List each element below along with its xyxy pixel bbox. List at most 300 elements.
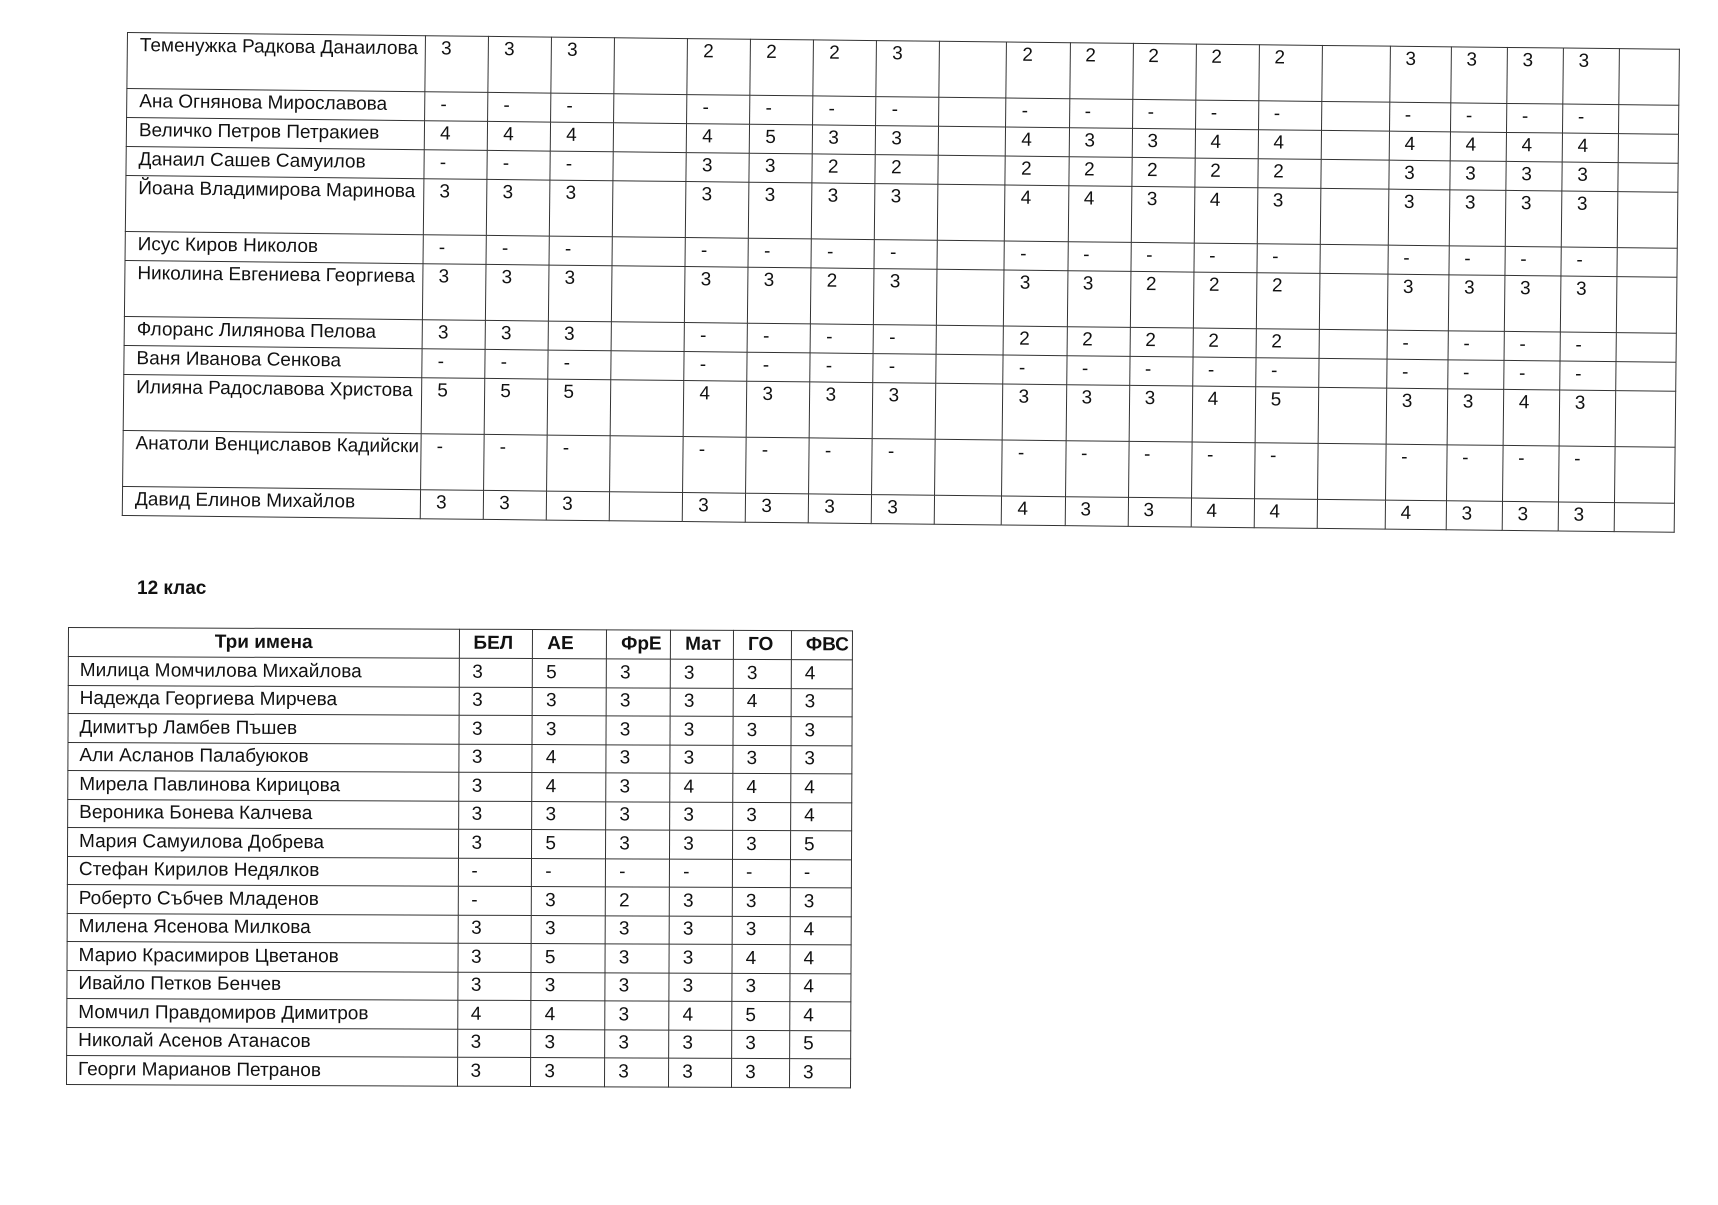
grade-cell: 4 xyxy=(790,1002,851,1031)
grade-cell: 3 xyxy=(732,1058,790,1087)
grade-cell xyxy=(1320,188,1389,245)
grade-cell xyxy=(612,266,686,323)
grade-cell: 4 xyxy=(1068,186,1132,243)
grade-cell: 3 xyxy=(1448,275,1505,332)
grade-cell: - xyxy=(1128,441,1192,498)
grade-cell xyxy=(614,38,688,95)
grade-cell: 3 xyxy=(1131,186,1195,243)
grade-cell: 2 xyxy=(875,155,938,185)
grade-cell: 3 xyxy=(458,801,532,830)
grade-cell: 2 xyxy=(687,39,751,96)
grade-cell: 3 xyxy=(1504,275,1561,332)
grade-cell: 3 xyxy=(488,36,552,93)
grade-cell: - xyxy=(549,236,612,266)
grade-cell: 3 xyxy=(685,267,749,324)
grade-cell xyxy=(938,184,1006,241)
grade-cell: 3 xyxy=(606,716,670,745)
student-name: Георги Марианов Петранов xyxy=(67,1055,458,1085)
table-row xyxy=(68,771,852,803)
grade-cell: 3 xyxy=(812,183,876,240)
grade-cell: 3 xyxy=(457,1057,531,1086)
grade-cell xyxy=(937,269,1005,326)
grade-cell xyxy=(614,94,687,124)
grade-cell: 3 xyxy=(548,321,611,351)
grade-cell: 3 xyxy=(532,915,606,944)
grade-cell: 5 xyxy=(1255,387,1319,444)
grade-cell: 3 xyxy=(605,944,669,973)
grade-cell xyxy=(939,97,1006,127)
grade-cell: 3 xyxy=(532,887,606,916)
grade-cell: 3 xyxy=(531,1058,605,1087)
grade-cell: 3 xyxy=(1003,384,1067,441)
grade-cell: - xyxy=(750,95,813,125)
grade-cell: 3 xyxy=(606,830,670,859)
grade-cell: 2 xyxy=(605,887,669,916)
grade-cell: 3 xyxy=(1386,388,1448,445)
grade-cell: 3 xyxy=(546,491,609,521)
grade-cell: - xyxy=(1258,101,1321,131)
grade-cell: - xyxy=(1446,445,1503,502)
table-row xyxy=(67,998,851,1030)
grade-cell: 5 xyxy=(790,1030,851,1059)
student-name: Флоранс Лилянова Пелова xyxy=(124,316,422,348)
grade-cell xyxy=(613,152,686,182)
grade-cell: 3 xyxy=(1389,46,1451,103)
grade-cell: 3 xyxy=(422,320,485,350)
grade-cell: 3 xyxy=(531,972,605,1001)
grade-cell: - xyxy=(1003,355,1066,385)
table-row xyxy=(68,714,852,746)
student-name: Йоана Владимирова Маринова xyxy=(125,175,424,234)
grade-cell: 3 xyxy=(1067,271,1131,328)
grade-cell: 4 xyxy=(531,1001,605,1030)
grade-cell: - xyxy=(1002,440,1066,497)
grade-cell xyxy=(937,325,1004,355)
grade-cell xyxy=(610,380,684,437)
grade-cell: 2 xyxy=(750,39,814,96)
grade-cell: 3 xyxy=(1561,191,1618,248)
grade-cell: 3 xyxy=(1004,270,1068,327)
grade-cell: 3 xyxy=(733,716,791,745)
grade-cell: 3 xyxy=(532,716,606,745)
student-name: Мария Самуилова Добрева xyxy=(68,828,459,858)
grade-cell: 3 xyxy=(747,381,811,438)
table-row xyxy=(68,657,852,689)
grade-cell: - xyxy=(550,151,613,181)
grade-cell: 2 xyxy=(1257,159,1320,189)
grade-cell: 4 xyxy=(1389,131,1450,161)
grade-cell: 3 xyxy=(1502,501,1558,531)
grade-cell: 3 xyxy=(605,1058,669,1087)
table-row xyxy=(67,1055,851,1087)
grade-cell: 3 xyxy=(669,887,732,916)
grade-cell: 3 xyxy=(459,687,533,716)
grade-cell: 3 xyxy=(458,744,532,773)
grade-cell: - xyxy=(1503,360,1559,390)
student-name: Величко Петров Петракиев xyxy=(126,118,424,150)
grade-cell xyxy=(1618,134,1679,164)
grade-cell: - xyxy=(746,437,810,494)
grade-cell: - xyxy=(1067,242,1130,272)
grade-cell: - xyxy=(684,352,747,382)
grade-cell xyxy=(1321,159,1389,189)
grade-cell: 3 xyxy=(874,269,938,326)
grade-cell: 5 xyxy=(547,379,611,436)
grade-cell: - xyxy=(748,238,811,268)
grade-cell: 5 xyxy=(750,124,813,154)
grade-cell: 3 xyxy=(1069,128,1132,158)
grade-cell: - xyxy=(1561,247,1617,277)
grade-cell: 4 xyxy=(532,744,606,773)
grade-cell: 4 xyxy=(683,381,747,438)
grade-cell: 3 xyxy=(606,659,670,688)
table-row xyxy=(67,941,851,973)
grade-cell xyxy=(935,495,1002,525)
grade-cell: 2 xyxy=(1131,157,1194,187)
grade-cell: 3 xyxy=(549,265,613,322)
grade-cell: - xyxy=(873,354,936,384)
grade-cell: 2 xyxy=(1193,328,1256,358)
grade-cell: 3 xyxy=(457,1029,531,1058)
grade-cell: - xyxy=(1506,103,1562,133)
grade-cell xyxy=(613,181,687,238)
grade-cell xyxy=(612,237,685,267)
grade-cell: 3 xyxy=(748,267,812,324)
grade-cell xyxy=(1614,503,1675,533)
grade-cell: 3 xyxy=(1389,160,1450,190)
grade-cell: 3 xyxy=(670,688,733,717)
grade-cell: - xyxy=(1389,102,1450,132)
grade-cell: 3 xyxy=(1257,188,1321,245)
grade-cell xyxy=(1317,443,1386,500)
grade-cell: 3 xyxy=(1558,502,1614,532)
grade-cell: - xyxy=(425,92,488,122)
table-row xyxy=(68,685,852,717)
grade-cell: 2 xyxy=(1130,271,1194,328)
grade-cell: 3 xyxy=(791,717,852,746)
grade-cell xyxy=(1616,362,1677,392)
grade-cell: 4 xyxy=(1450,132,1506,162)
student-name: Димитър Ламбев Пъшев xyxy=(68,714,459,744)
grade-cell: 3 xyxy=(1129,385,1193,442)
student-name: Надежда Георгиева Мирчева xyxy=(68,685,459,715)
grade-cell: 4 xyxy=(791,660,852,689)
grade-cell: 2 xyxy=(1195,44,1259,101)
student-name: Илияна Радославова Христова xyxy=(123,374,422,433)
header-subject: АЕ xyxy=(533,630,607,659)
class-heading: 12 клас xyxy=(137,578,207,599)
grade-cell: 3 xyxy=(1450,161,1506,191)
student-name: Мирела Павлинова Кирицова xyxy=(68,771,459,801)
grade-cell: - xyxy=(1505,246,1561,276)
table-row xyxy=(67,856,851,888)
grade-cell: - xyxy=(1386,359,1447,389)
grade-cell: 3 xyxy=(1505,190,1562,247)
grade-cell: 3 xyxy=(1388,189,1450,246)
grade-cell: - xyxy=(487,150,550,180)
grade-cell: 2 xyxy=(1193,272,1257,329)
grade-cell: - xyxy=(810,324,873,354)
grade-cell: 3 xyxy=(789,1059,850,1088)
grade-cell: 4 xyxy=(790,945,851,974)
grade-cell: - xyxy=(1131,242,1194,272)
grade-cell: 3 xyxy=(1559,390,1616,447)
grade-cell: - xyxy=(606,858,670,887)
grade-cell: - xyxy=(790,859,851,888)
header-subject: ФрЕ xyxy=(607,630,671,659)
grade-cell: 2 xyxy=(1068,157,1131,187)
grade-cell: 3 xyxy=(605,972,669,1001)
header-subject: ФВС xyxy=(791,631,852,660)
grade-cell: 3 xyxy=(420,490,483,520)
grade-cell: 3 xyxy=(749,153,812,183)
grade-cell: - xyxy=(551,93,614,123)
grade-cell: 4 xyxy=(487,121,550,151)
student-name: Николай Асенов Атанасов xyxy=(67,1027,458,1057)
grade-cell: 3 xyxy=(1128,497,1191,527)
grade-cell: 3 xyxy=(605,915,669,944)
table-row xyxy=(67,884,851,916)
grade-cell: - xyxy=(1194,243,1257,273)
grade-cell: 3 xyxy=(425,36,489,93)
grade-cell: 3 xyxy=(875,184,939,241)
grade-cell: 3 xyxy=(670,830,733,859)
grade-cell xyxy=(1616,333,1677,363)
grade-cell: 4 xyxy=(791,774,852,803)
grade-cell: 3 xyxy=(669,1058,732,1087)
student-name: Роберто Събчев Младенов xyxy=(67,884,458,914)
grade-cell: - xyxy=(1254,443,1318,500)
grade-cell: 4 xyxy=(733,688,791,717)
grade-cell: 3 xyxy=(876,41,940,98)
grade-cell: 3 xyxy=(1560,276,1617,333)
grade-cell: - xyxy=(670,859,733,888)
grade-cell: - xyxy=(548,350,611,380)
grade-cell xyxy=(1617,248,1678,278)
student-name: Ваня Иванова Сенкова xyxy=(124,345,422,377)
grade-cell: 3 xyxy=(1562,162,1618,192)
grade-cell: 4 xyxy=(1006,127,1069,157)
grade-cell: 3 xyxy=(551,37,615,94)
grade-cell: 4 xyxy=(1002,496,1065,526)
grade-cell: - xyxy=(1255,358,1318,388)
grade-cell: 4 xyxy=(550,122,613,152)
grade-cell: - xyxy=(1069,99,1132,129)
grade-cell: 2 xyxy=(1005,156,1068,186)
grade-cell: - xyxy=(685,238,748,268)
grade-cell: 3 xyxy=(876,126,939,156)
grade-cell: 2 xyxy=(1004,326,1067,356)
grade-cell: 2 xyxy=(1256,273,1320,330)
grade-cell: 3 xyxy=(486,264,550,321)
grade-cell: 4 xyxy=(790,973,851,1002)
grade-cell: 3 xyxy=(606,801,670,830)
student-name: Давид Елинов Михайлов xyxy=(122,486,420,518)
grade-cell: - xyxy=(488,92,551,122)
grade-cell: 5 xyxy=(484,378,548,435)
grade-cell: - xyxy=(1195,100,1258,130)
grade-cell xyxy=(1318,358,1386,388)
grade-cell: 5 xyxy=(790,831,851,860)
class-12-grades-table xyxy=(66,627,853,1088)
grade-cell: - xyxy=(811,239,874,269)
table-row xyxy=(67,913,851,945)
grade-cell xyxy=(610,492,683,522)
student-name: Момчил Правдомиров Димитров xyxy=(67,998,458,1028)
grade-cell: - xyxy=(809,438,873,495)
grade-cell: - xyxy=(1558,446,1615,503)
grade-cell: 3 xyxy=(686,182,750,239)
grade-cell: - xyxy=(1387,330,1448,360)
grade-cell: 2 xyxy=(812,154,875,184)
grade-cell: 3 xyxy=(732,916,790,945)
grade-cell: 4 xyxy=(532,773,606,802)
grade-cell xyxy=(1320,244,1388,274)
student-name: Марио Красимиров Цветанов xyxy=(67,941,458,971)
grade-cell: 3 xyxy=(873,383,937,440)
grade-cell: 3 xyxy=(606,773,670,802)
grade-cell: - xyxy=(684,323,747,353)
grade-cell: 3 xyxy=(670,745,733,774)
grade-cell: 2 xyxy=(1132,43,1196,100)
grade-cell xyxy=(938,155,1005,185)
grade-cell xyxy=(1619,49,1680,106)
student-name: Стефан Кирилов Недялков xyxy=(67,856,458,886)
grade-cell: 3 xyxy=(487,179,551,236)
grade-cell: 4 xyxy=(670,773,733,802)
student-name: Милена Ясенова Милкова xyxy=(67,913,458,943)
grade-cell: 3 xyxy=(423,264,487,321)
grade-cell: 4 xyxy=(457,1000,531,1029)
grade-cell: 3 xyxy=(606,687,670,716)
grade-cell: 3 xyxy=(1132,128,1195,158)
header-subject: ГО xyxy=(733,630,791,659)
grade-cell xyxy=(1614,447,1675,504)
grade-cell: - xyxy=(484,434,548,491)
student-name: Теменужка Радкова Данаилова xyxy=(127,33,426,92)
student-name: Ивайло Петков Бенчев xyxy=(67,970,458,1000)
grade-cell: 3 xyxy=(1506,161,1562,191)
grade-cell: 3 xyxy=(457,972,531,1001)
grade-cell: 3 xyxy=(1563,48,1620,105)
student-name: Данаил Сашев Самуилов xyxy=(126,146,424,178)
grade-cell: - xyxy=(813,96,876,126)
grade-cell: - xyxy=(486,235,549,265)
grade-cell: - xyxy=(747,352,810,382)
grade-cell: - xyxy=(874,240,937,270)
grade-cell xyxy=(1616,277,1677,334)
grade-cell: - xyxy=(424,150,487,180)
grade-cell: 3 xyxy=(669,1030,732,1059)
grade-cell: 3 xyxy=(606,744,670,773)
grade-cell xyxy=(936,383,1004,440)
grade-cell: - xyxy=(532,858,606,887)
grade-cell: - xyxy=(1447,360,1503,390)
grade-cell: 3 xyxy=(458,915,532,944)
grade-cell: 4 xyxy=(1385,500,1446,530)
grades-table-continued xyxy=(122,32,1680,533)
grade-cell: 3 xyxy=(605,1029,669,1058)
grade-cell: - xyxy=(687,95,750,125)
student-name: Али Асланов Палабуюков xyxy=(68,742,459,772)
grade-cell: 4 xyxy=(733,773,791,802)
table-row xyxy=(68,799,852,831)
grade-cell xyxy=(1321,101,1389,131)
grade-cell: - xyxy=(873,325,936,355)
grade-cell: 4 xyxy=(424,121,487,151)
grade-cell xyxy=(611,351,684,381)
grade-cell: 3 xyxy=(686,153,749,183)
grade-cell: 3 xyxy=(732,887,790,916)
grade-cell: 3 xyxy=(732,973,790,1002)
grade-cell: - xyxy=(422,349,485,379)
grade-cell xyxy=(1319,273,1388,330)
grade-cell: 4 xyxy=(687,124,750,154)
grade-cell: 5 xyxy=(533,659,607,688)
grade-cell: 3 xyxy=(749,182,813,239)
grade-cell: 3 xyxy=(732,1030,790,1059)
grade-cell: - xyxy=(683,437,747,494)
grade-cell xyxy=(1618,105,1679,135)
grade-cell: 4 xyxy=(1258,130,1321,160)
grade-cell: 3 xyxy=(1387,274,1449,331)
header-subject: Мат xyxy=(671,630,734,659)
grade-cell: 3 xyxy=(810,382,874,439)
grade-cell xyxy=(939,126,1006,156)
student-name: Анатоли Венциславов Кадийски xyxy=(123,430,422,489)
grade-cell: 3 xyxy=(733,659,791,688)
grade-cell: 3 xyxy=(813,125,876,155)
grade-cell: 3 xyxy=(791,745,852,774)
table-row xyxy=(67,970,851,1002)
grade-cell: 3 xyxy=(459,658,533,687)
grade-cell: 3 xyxy=(457,943,531,972)
grade-cell: 3 xyxy=(670,716,733,745)
grade-cell: 3 xyxy=(791,688,852,717)
grade-cell: 2 xyxy=(1256,329,1319,359)
grade-cell: 4 xyxy=(1005,185,1069,242)
grade-cell: 4 xyxy=(1195,129,1258,159)
grade-cell: 3 xyxy=(485,320,548,350)
grade-cell: 5 xyxy=(532,830,606,859)
grade-cell: 3 xyxy=(1066,385,1130,442)
grade-cell xyxy=(935,439,1003,496)
grade-cell xyxy=(1617,192,1678,249)
grade-cell: 3 xyxy=(872,495,935,525)
grade-cell: 4 xyxy=(732,944,790,973)
grade-cell: - xyxy=(1132,99,1195,129)
grade-cell: - xyxy=(1385,444,1447,501)
grade-cell: - xyxy=(1559,361,1615,391)
grade-cell: 4 xyxy=(1194,187,1258,244)
grade-cell: 3 xyxy=(532,801,606,830)
grade-cell: - xyxy=(1448,331,1504,361)
grade-cell: 3 xyxy=(669,944,732,973)
grade-cell xyxy=(1318,387,1387,444)
grade-cell: - xyxy=(1449,246,1505,276)
grade-cell: 3 xyxy=(683,493,746,523)
grade-cell: 3 xyxy=(458,829,532,858)
grade-cell: - xyxy=(1191,442,1255,499)
grade-cell: 2 xyxy=(1130,327,1193,357)
grade-cell: 2 xyxy=(1006,42,1070,99)
grade-cell: 3 xyxy=(424,179,488,236)
grade-cell: 2 xyxy=(1067,327,1130,357)
grade-cell xyxy=(1321,130,1389,160)
grade-cell: 3 xyxy=(669,916,732,945)
grade-cell: - xyxy=(1192,357,1255,387)
grade-cell: 4 xyxy=(791,802,852,831)
